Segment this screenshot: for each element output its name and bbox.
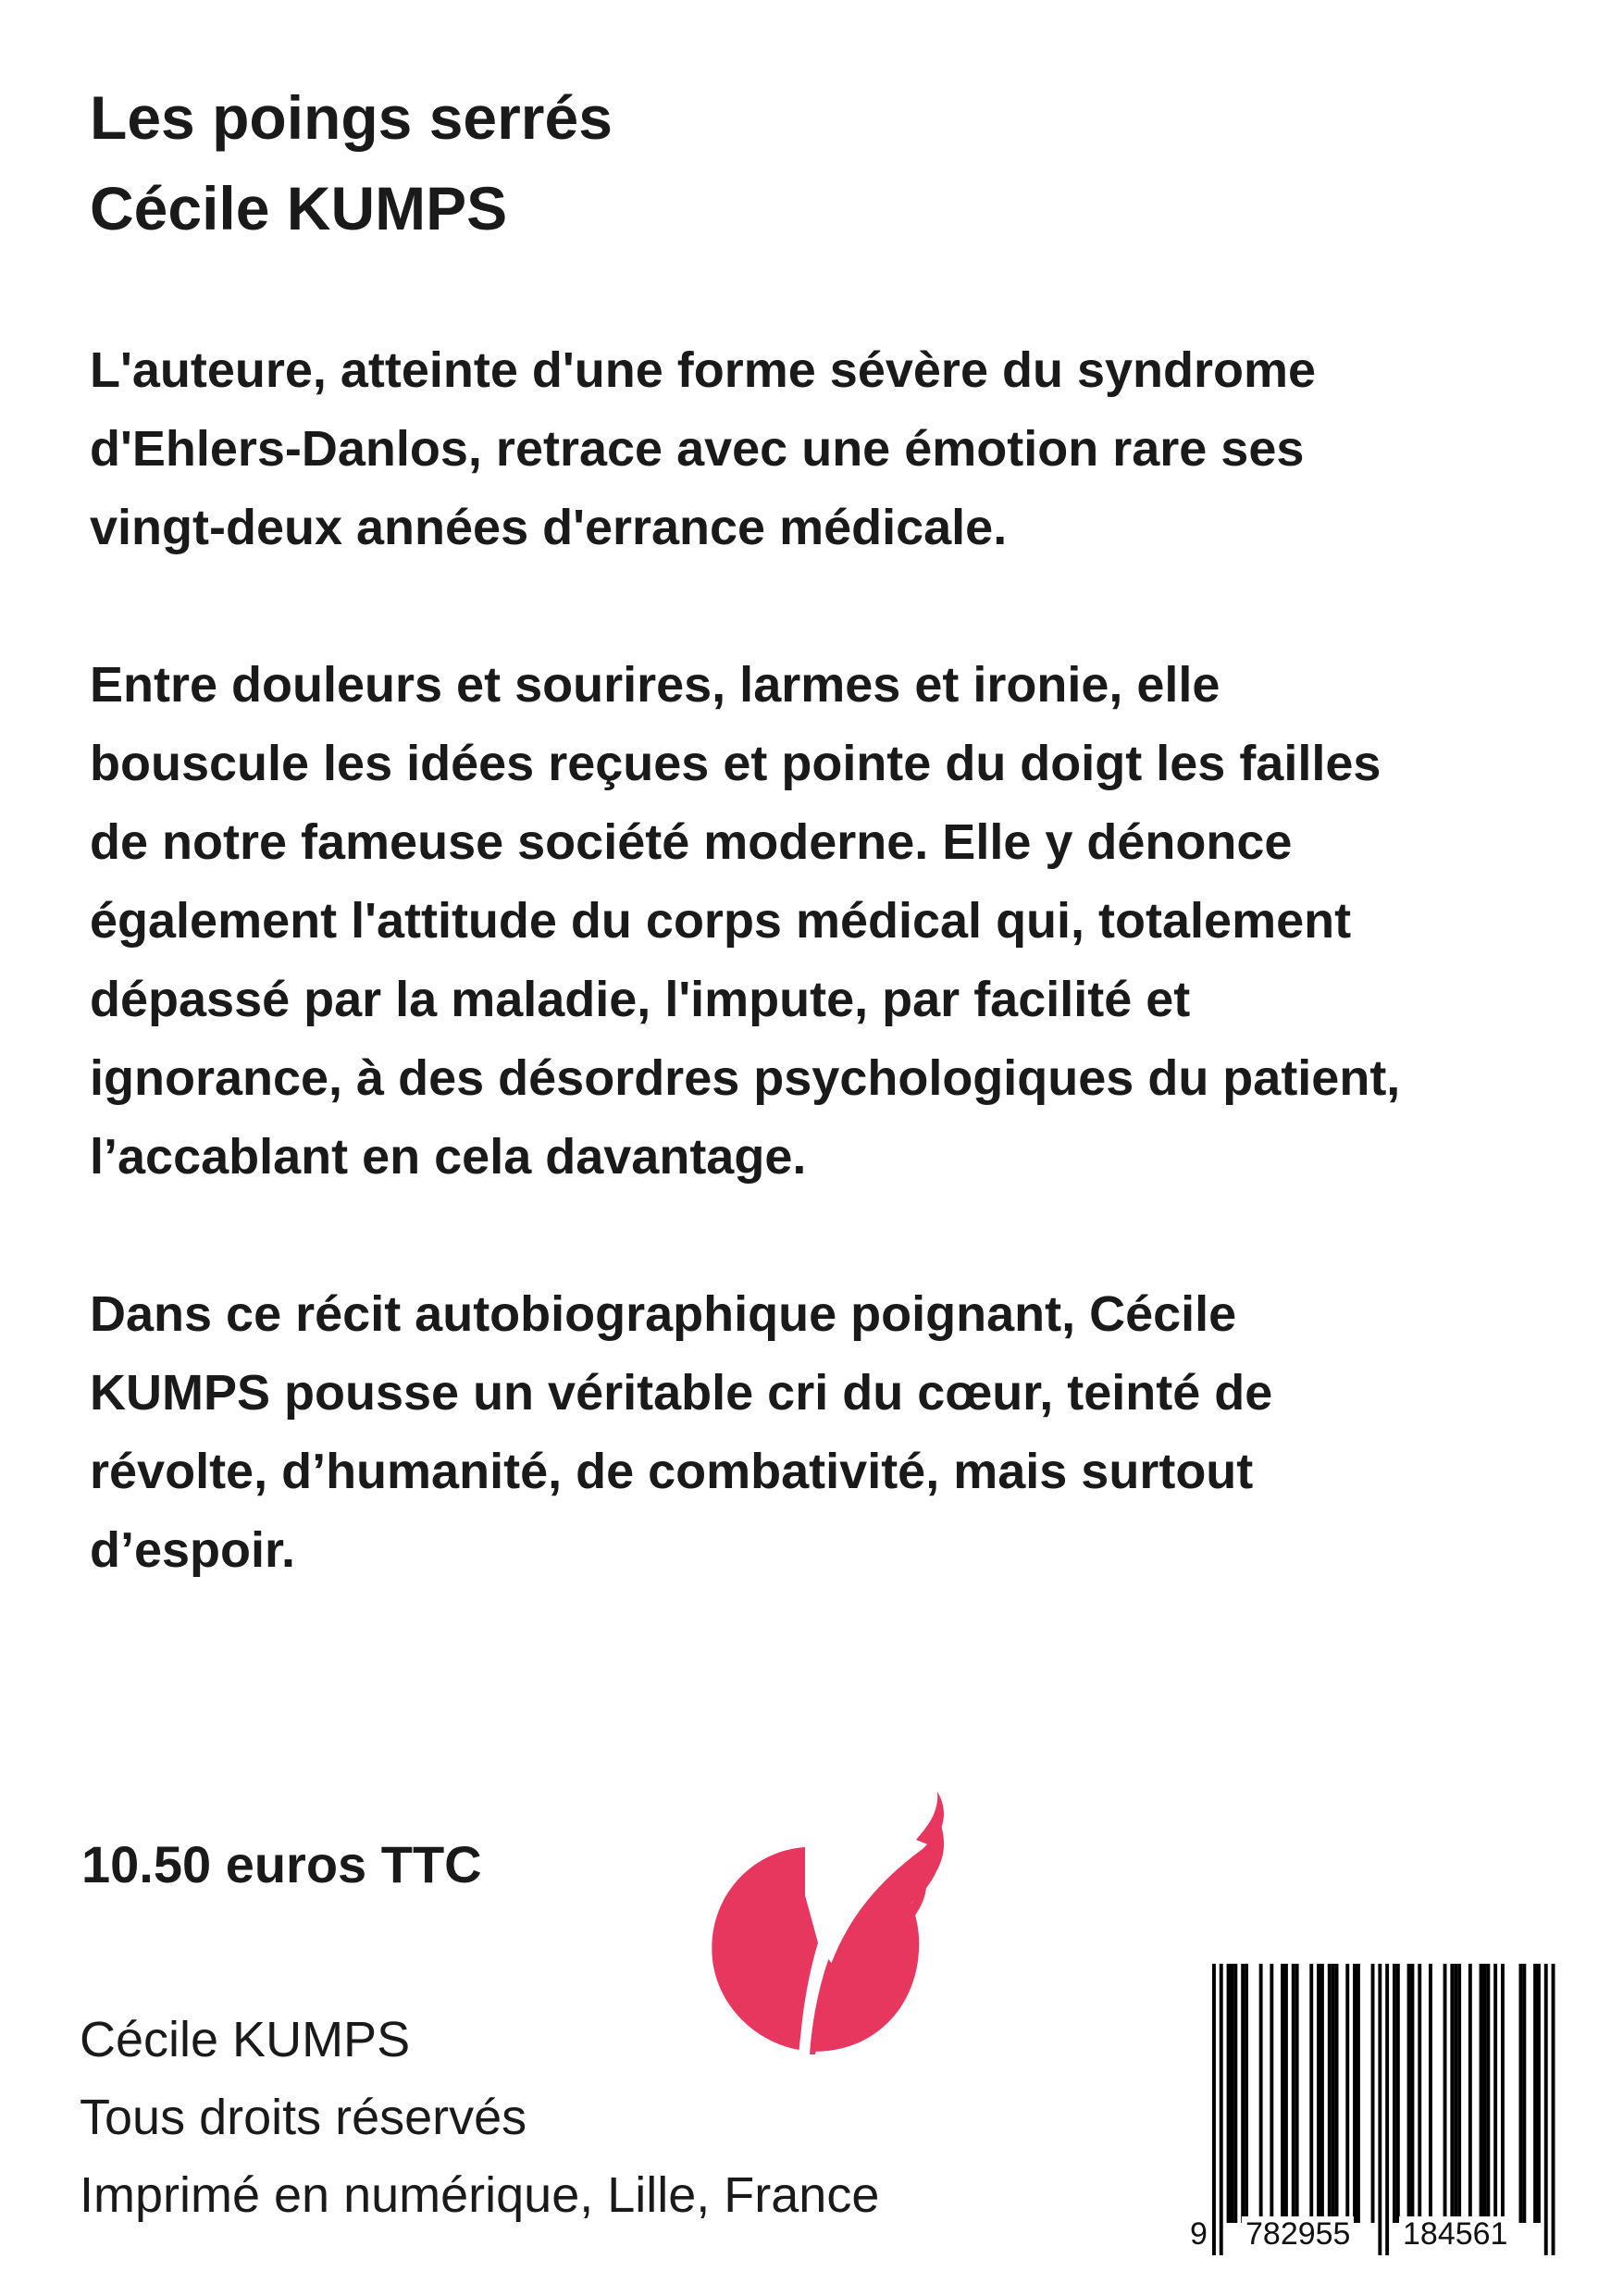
text-line: Dans ce récit autobiographique poignant, Cécile	[90, 1286, 1237, 1342]
barcode-bar	[1233, 1964, 1237, 2223]
barcode-bar	[1443, 1964, 1447, 2223]
printing-notice: Imprimé en numérique, Lille, France	[80, 2167, 880, 2223]
barcode-bar	[1320, 1964, 1324, 2223]
barcode	[1186, 1964, 1566, 2260]
summary-paragraph-1	[90, 331, 1561, 567]
barcode-bar	[1241, 1964, 1245, 2223]
quill-icon	[680, 1784, 958, 2062]
price-label: 10.50 euros TTC	[81, 1835, 482, 1893]
text-line: L'auteure, atteinte d'une forme sévère du syndrome	[90, 342, 1317, 398]
barcode-bar	[1411, 1964, 1415, 2223]
barcode-bar	[1220, 1964, 1223, 2255]
barcode-bar	[1393, 1964, 1396, 2223]
barcode-bar	[1345, 1964, 1349, 2223]
text-line: Entre douleurs et sourires, larmes et ironie, elle	[90, 657, 1220, 713]
barcode-number	[1186, 2216, 1566, 2259]
barcode-bar	[1231, 1964, 1234, 2223]
barcode-bar	[1454, 1964, 1457, 2223]
barcode-right-group: 184561	[1399, 2216, 1511, 2253]
barcode-first-digit: 9	[1186, 2216, 1211, 2253]
barcode-left-group: 782955	[1242, 2216, 1354, 2253]
barcode-bar	[1295, 1964, 1299, 2223]
text-line: dépassé par la maladie, l'impute, par facilité et	[90, 972, 1191, 1027]
barcode-bar	[1501, 1964, 1505, 2223]
barcode-bar	[1519, 1964, 1523, 2223]
barcode-bar	[1353, 1964, 1357, 2223]
barcode-bar	[1378, 1964, 1381, 2255]
barcode-bar	[1385, 1964, 1389, 2255]
barcode-bar	[1468, 1964, 1472, 2223]
text-line: l’accablant en cela davantage.	[90, 1129, 807, 1185]
barcode-bar	[1317, 1964, 1320, 2223]
barcode-bar	[1450, 1964, 1454, 2223]
text-line: de notre fameuse société moderne. Elle y dénonce	[90, 814, 1293, 870]
text-line: d’espoir.	[90, 1522, 296, 1578]
barcode-bar	[1227, 1964, 1231, 2223]
barcode-bar	[1270, 1964, 1273, 2223]
summary-paragraph-2	[90, 646, 1561, 1197]
barcode-bar	[1292, 1964, 1295, 2223]
text-line: ignorance, à des désordres psychologiques du patient,	[90, 1050, 1401, 1106]
barcode-bar	[1429, 1964, 1432, 2223]
text-line: également l'attitude du corps médical qui, totalement	[90, 893, 1352, 949]
book-title: Les poings serrés	[90, 83, 613, 152]
barcode-bar	[1371, 1964, 1375, 2223]
barcode-bar	[1328, 1964, 1332, 2223]
summary-paragraph-3	[90, 1275, 1561, 1590]
barcode-bar	[1357, 1964, 1360, 2223]
barcode-bar	[1552, 1964, 1555, 2255]
barcode-bar	[1522, 1964, 1526, 2223]
barcode-bar	[1396, 1964, 1400, 2223]
barcode-bar	[1259, 1964, 1263, 2223]
barcode-bar	[1544, 1964, 1548, 2255]
barcode-bar	[1284, 1964, 1288, 2223]
book-author: Cécile KUMPS	[90, 174, 508, 242]
barcode-bar	[1335, 1964, 1339, 2223]
text-line: bouscule les idées reçues et pointe du doigt les failles	[90, 736, 1381, 791]
barcode-bar	[1281, 1964, 1284, 2223]
barcode-bar	[1212, 1964, 1216, 2255]
rights-notice: Tous droits réservés	[80, 2090, 527, 2145]
barcode-bar	[1418, 1964, 1421, 2223]
text-line: révolte, d’humanité, de combativité, mais surtout	[90, 1444, 1254, 1499]
barcode-bar	[1332, 1964, 1335, 2223]
barcode-bar	[1407, 1964, 1411, 2223]
barcode-bar	[1493, 1964, 1497, 2223]
barcode-bar	[1457, 1964, 1461, 2223]
barcode-bar	[1537, 1964, 1541, 2223]
barcode-bar	[1480, 1964, 1483, 2223]
barcode-bar	[1533, 1964, 1537, 2223]
copyright-holder: Cécile KUMPS	[80, 2012, 411, 2067]
barcode-bar	[1245, 1964, 1248, 2223]
book-title-block	[90, 72, 613, 254]
barcode-bar	[1483, 1964, 1487, 2223]
barcode-bar	[1486, 1964, 1490, 2223]
text-line: d'Ehlers-Danlos, retrace avec une émotion rare ses	[90, 421, 1305, 477]
text-line: vingt-deux années d'errance médicale.	[90, 500, 1008, 555]
barcode-bar	[1309, 1964, 1313, 2223]
text-line: KUMPS pousse un véritable cri du cœur, teinté de	[90, 1365, 1273, 1421]
